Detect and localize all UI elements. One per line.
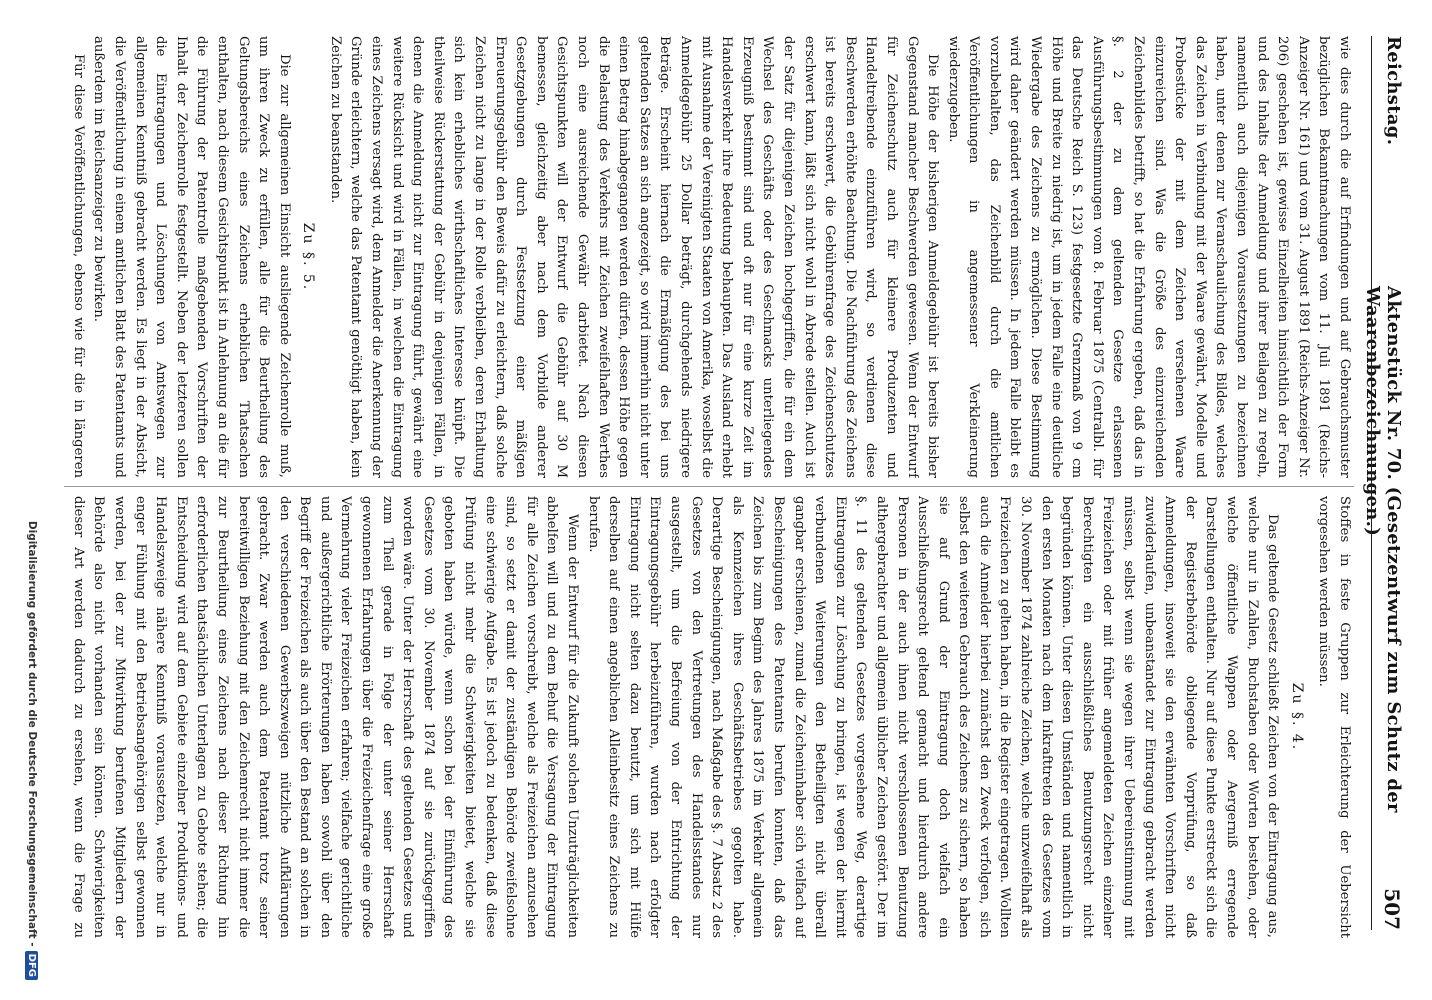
paragraph: Die zur allgemeinen Einsicht ausliegende Zeichenrolle muß, um ihren Zweck zu erfüllen, alle für die Beurtheilung des Geltungsbereichs eines Zeichens erheblichen Thatsachen enthalten, nach diesem Gesichtspunkt ist in Anlehnung an die für die Führung der Patentrolle maßgebenden Vorschriften der Inhalt der Zeichenrolle festgestellt. Neben der letzteren sollen die Eintragungen und Löschungen von Amtswegen zur allgemeinen Kenntniß gebracht werden. Es liegt in der Absicht, die Veröffentlichung in einem amtlichen Blatt des Patentamts und außerdem im Reichsanzeiger zu bewirken. (91, 36, 292, 478)
digitization-credit (16, 20, 38, 980)
text-column-right (64, 496, 1354, 938)
text-column-left (64, 36, 1354, 478)
header-divider (1371, 36, 1372, 930)
paragraph: wie dies durch die auf Erfindungen und auf Gebrauchsmuster bezüglichen Bekanntmachungen vom 11. Juli 1891 (Reichs-Anzeiger Nr. 161) und vom 31. August 1891 (Reichs-Anzeiger Nr. 206) geschehen ist, gewisse Einzelheiten hinsichtlich der Form und des Inhalts der Anmeldung und ihrer Beilagen zu regeln, namentlich auch diejenigen Voraussetzungen zu bezeichnen haben, unter denen zur Veranschaulichung des Bildes, welches das Zeichen in Verbindung mit der Waare gewährt, Modelle und Probestücke der mit dem Zeichen versehenen Waare einzureichen sind. Was die Größe des einzureichenden Zeichenbildes betrifft, so hat die Erfahrung ergeben, daß das in §. 2 der zu dem geltenden Gesetze erlassenen Ausführungsbestimmungen vom 8. Februar 1875 (Centralbl. für das Deutsche Reich S. 123) festgesetzte Grenzmaß von 9 cm Höhe und Breite zu niedrig ist, um in jedem Falle eine deutliche Wiedergabe des Zeichens zu ermöglichen. Diese Bestimmung wird daher geändert werden müssen. In jedem Falle bleibt es vorzubehalten, das Zeichenbild durch die amtlichen Veröffentlichungen in angemessener Verkleinerung wiederzugeben. (945, 36, 1352, 478)
paragraph: Für diese Veröffentlichungen, ebenso wie für die in längeren (70, 54, 86, 478)
credit-text: Digitalisierung gefördert durch die Deutsche Forschungsgemeinschaft - (26, 520, 38, 947)
page-header (1362, 36, 1404, 930)
section-heading: Zu §. 5. (300, 222, 317, 292)
header-document-title: Aktenstück Nr. 70. (Gesetzentwurf zum Schutz der Waarenbezeichnungen.) (1362, 286, 1404, 813)
paragraph: Stoffes in feste Gruppen zur Erleichterung der Uebersicht vorgesehen werden müssen. (1316, 496, 1352, 938)
column-divider (64, 486, 1354, 487)
paragraph: Das geltende Gesetz schließt Zeichen von der Eintragung aus, welche nur in Zahlen, Buchstaben oder Worten bestehen, oder welche öffentliche Wappen oder Aergerniß erregende Darstellungen enthalten. Nur auf diese Punkte erstreckt sich die der Registerbehörde obliegende Vorprüfung, so daß Anmeldungen, insoweit sie den erwähnten Vorschriften nicht zuwiderlaufen, unbeanstandet zur Eintragung gebracht werden müssen, selbst wenn sie wegen ihrer Uebereinstimmung mit Freizeichen oder mit früher angemeldeten Zeichen einzelner Berechtigten ein ausschließliches Benutzungsrecht nicht begründen können. Unter diesen Umständen und namentlich in den ersten Monaten nach dem Inkrafttreten des Gesetzes vom 30. November 1874 zahlreiche Zeichen, welche unzweifelhaft als Freizeichen zu gelten haben, in die Register eingetragen. Wollten auch die Anmelder hierbei zunächst den Zweck verfolgen, sich selbst den weiteren Gebrauch des Zeichens zu sichern, so haben sie auf Grund der Eintragung doch vielfach ein Ausschließungsrecht geltend gemacht und hierdurch andere Personen in der auch ihnen nicht verschlossenen Benutzung althergebrachter und allgemein üblicher Zeichen gestört. Der im §. 11 des geltenden Gesetzes vorgesehene Weg, derartige Eintragungen zur Löschung zu bringen, ist wegen der hiermit verbundenen Weiterungen den Betheiligten nicht überall gangbar erschienen, zumal die Zeicheninhaber sich vielfach auf Bescheinigungen des Patentamts berufen konnten, daß das Zeichen bis zum Beginn des Jahres 1875 im Verkehr allgemein als Kennzeichen ihres Geschäftsbetriebes gegolten habe. Derartige Bescheinigungen, nach Maßgabe des §. 7 Absatz 2 des Gesetzes von den Vertretungen des Handelsstandes nur ausgestellt, um die Befreiung von der Entrichtung der Eintragungsgebühr herbeizuführen, wurden nach erfolgter Eintragung nicht selten dazu benutzt, um sich mit Hülfe derselben auf einen angeblichen Alleinbesitz eines Zeichens zu berufen. (585, 496, 1281, 938)
section-heading: Zu §. 4. (1288, 682, 1305, 752)
header-title: Reichstag. (1383, 36, 1404, 146)
paragraph: Wenn der Entwurf für die Zukunft solchen Unzuträglichkeiten abhelfen will und zu dem Behuf die Versagung der Eintragung für alle Zeichen vorschreibt, welche als Freizeichen anzusehen sind, so setzt er damit der zuständigen Behörde zweifelsohne eine schwierige Aufgabe. Es ist jedoch zu bedenken, daß diese Prüfung nicht mehr die Schwierigkeiten bietet, welche sie geboten haben würde, wenn schon bei der Einführung des Gesetzes vom 30. November 1874 auf sie zurückgegriffen worden wäre. Unter der Herrschaft des geltenden Gesetzes und zum Theil gerade in Folge der unter seiner Herrschaft gewonnenen Erfahrungen über die Freizeichenfrage eine große Vermehrung vieler Freizeichen erfahren; vielfache gerichtliche und außergerichtliche Erörterungen haben sowohl über den Begriff der Freizeichen als auch über den Bestand an solchen in den verschiedenen Gewerbszweigen nützliche Aufklärungen gebracht. Zwar werden auch dem Patentamt trotz seiner bereitwilligen Beziehung mit den Zeichenrecht nicht immer die zur Beurtheilung eines Zeichens nach dieser Richtung hin erforderlichen thatsächlichen Unterlagen zu Gebote stehen; die Entscheidung wird auf dem Gebiete einzelner Produktions- und Handelszweige nähere Kenntniß voraussetzen, welche nur in enger Fühlung mit den Betriebsangehörigen selbst gewonnen werden, bei der zur Mitwirkung berufenen Mitgliedern der Behörde also nicht vorhanden sein können. Schwierigkeiten dieser Art werden dadurch zu ersehen, wenn die Frage zu (70, 496, 581, 938)
paragraph: Die Höhe der bisherigen Anmeldegebühr ist bereits bisher Gegenstand mancher Beschwerden gewesen. Wenn der Entwurf für Zeichenschutz auch für kleinere Produzenten und Handeltreibende einzuführen wird, so verdienen diese Beschwerden erhöhte Beachtung. Die Nachführung des Zeichens ist bereits erschwert, die Gebührenfrage des Zeichenschutzes erschwert kann, läßt sich nicht wohl in Abrede stellen. Auch ist der Satz für diejenigen Zeichen hochgegriffen, die für ein dem Wechsel des Geschäfts oder des Geschmacks unterliegendes Erzeugniß bestimmt sind und oft nur für eine kurze Zeit im Handelsverkehr ihre Bedeutung behaupten. Das Ausland erhebt mit Ausnahme der Vereinigten Staaten von Amerika, woselbst die Anmeldegebühr 25 Dollar beträgt, durchgehends niedrigere Beträge. Erscheint hiernach die Ermäßigung des bei uns geltenden Satzes an sich angezeigt, so wird immerhin nicht unter einen Betrag hinabgegangen werden dürfen, dessen Höhe gegen die Belastung des Verkehrs mit Zeichen zweifelhaften Werthes noch eine ausreichende Gewähr darbietet. Nach diesen Gesichtspunkten will der Entwurf die Gebühr auf 30 M bemessen, gleichzeitig aber nach dem Vorbilde anderer Gesetzgebungen durch Festsetzung einer mäßigen Erneuerungsgebühr den Beweis dafür zu erleichtern, daß solche Zeichen nicht zu lange in der Rolle verbleiben, deren Erhaltung sich kein erhebliches wirthschaftliches Interesse knüpft. Die theilweise Rückerstattung der Gebühr in denjenigen Fällen, in denen die Anmeldung nicht zur Eintragung führt, gewährt eine weitere Rücksicht und wird in Fällen, in welchen die Eintragung eines Zeichens versagt wird, dem Anmelder die Anerkennung der Gründe erleichtern, welche das Patentamt genöthigt haben, kein Zeichen zu beanstanden. (327, 36, 941, 478)
dfg-logo: DFG (25, 951, 38, 980)
page-number: 507 (1380, 888, 1404, 930)
